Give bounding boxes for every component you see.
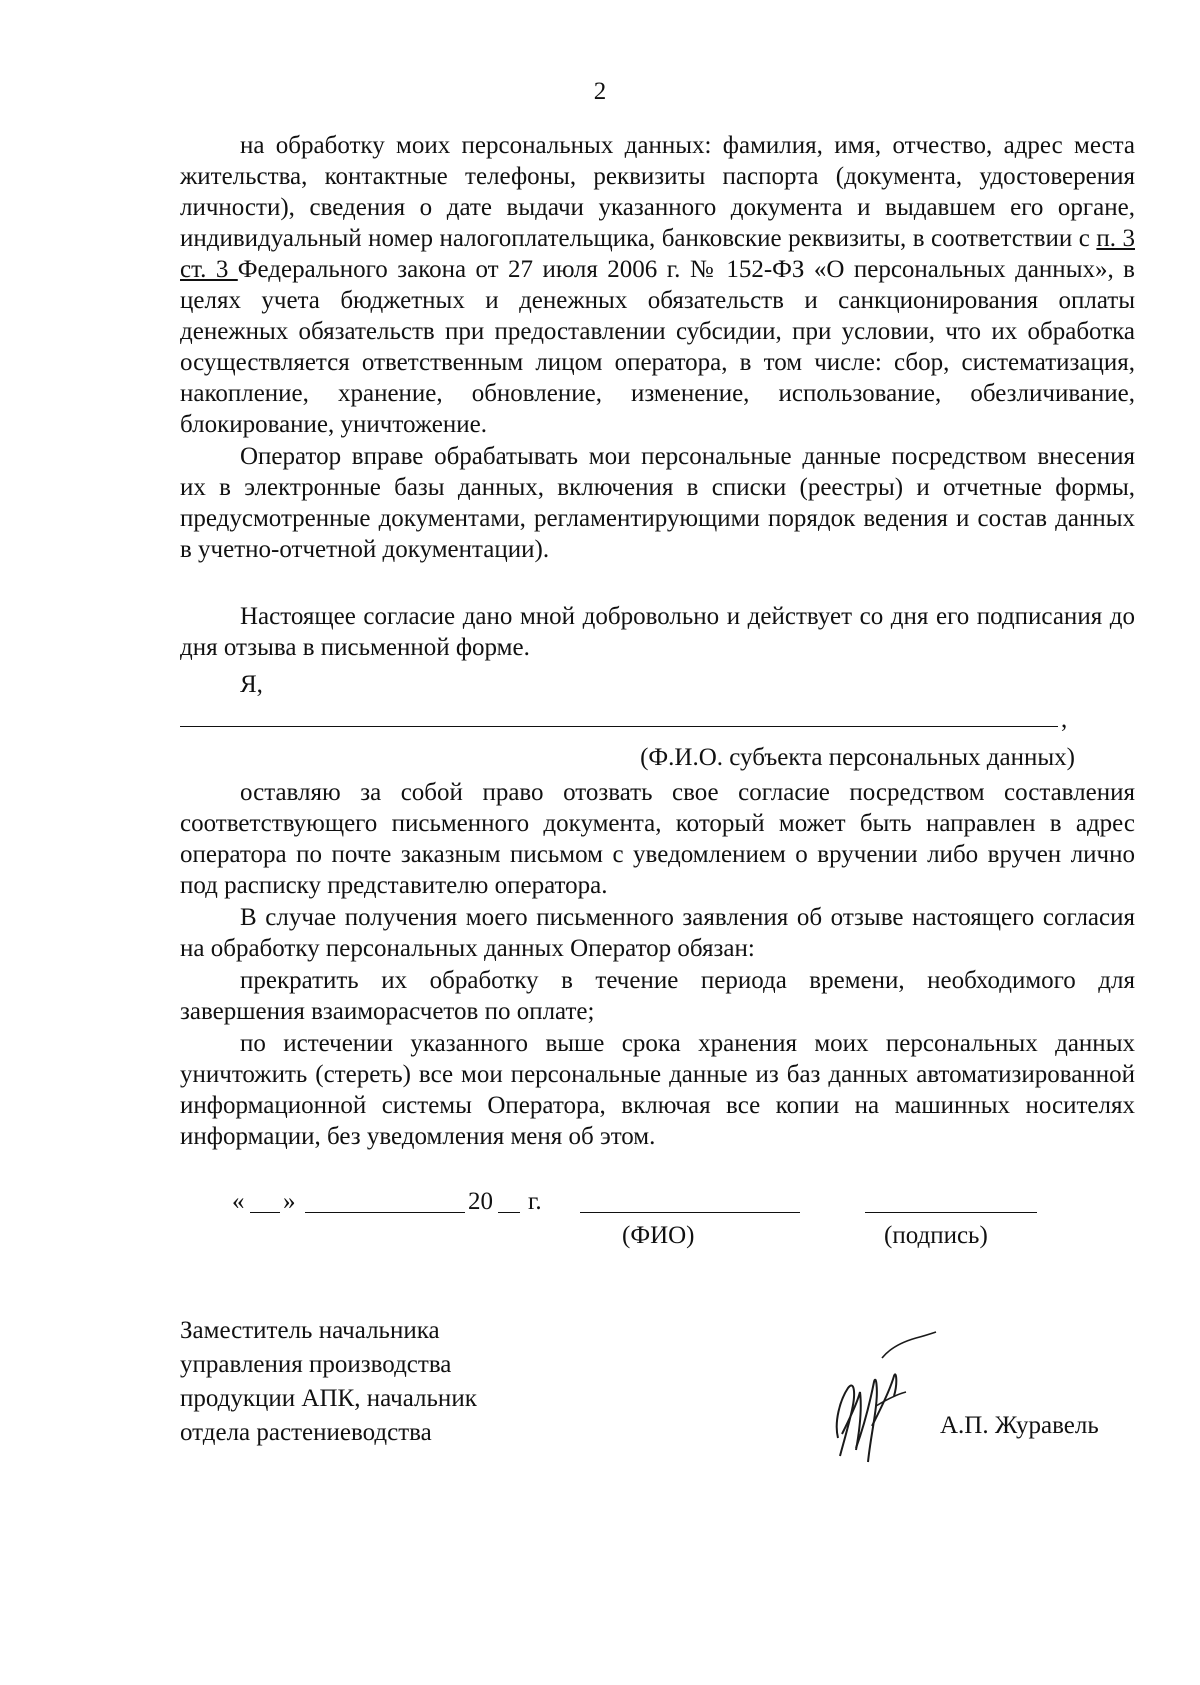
handwritten-signature: [820, 1330, 960, 1480]
date-open-quote: «: [232, 1188, 245, 1215]
paragraph-ya: Я,: [240, 671, 263, 698]
signer-title-line: продукции АПК, начальник: [180, 1385, 477, 1412]
paragraph-withdraw-case: В случае получения моего письменного заявления об отзыве настоящего согласия на обработку персональных данных Оператор обязан:: [180, 904, 1135, 962]
paragraph-destroy-data: по истечении указанного выше срока хранения моих персональных данных уничтожить (стереть) все мои персональные данные из баз данных автоматизированной информационной системы Оператора, включая все копии на машинных носителях информации, без уведомления меня об этом.: [180, 1030, 1135, 1150]
paragraph-consent-scope-tail: Федерального закона от 27 июля 2006 г. № 152-ФЗ «О персональных данных», в целях учета бюджетных и денежных обязательств и санкционирования оплаты денежных обязательств при предоставлении субсидии, при условии, что их обработка осуществляется ответственным лицом оператора, в том числе: сбор, систематизация, накопление, хранение, обновление, изменение, использование, обезличивание, блокирование, уничтожение.: [180, 256, 1135, 438]
date-close-quote: »: [283, 1188, 296, 1215]
signer-title-line: отдела растениеводства: [180, 1419, 432, 1446]
month-blank[interactable]: [305, 1212, 465, 1213]
fio-blank-line[interactable]: [180, 726, 1058, 727]
day-blank[interactable]: [250, 1212, 280, 1213]
paragraph-consent-scope-lead: на обработку моих персональных данных: фамилия, имя, отчество, адрес места жительства, контактные телефоны, реквизиты паспорта (документа, удостоверения личности), сведения о дате выдачи указанного документа и выдавшем его органе, индивидуальный номер налогоплательщика, банковские реквизиты, в соответствии с: [180, 132, 1135, 252]
signer-title-line: управления производства: [180, 1351, 452, 1378]
fio-caption: (Ф.И.О. субъекта персональных данных): [640, 744, 1075, 771]
paragraph-withdraw-right: оставляю за собой право отозвать свое согласие посредством составления соответствующего письменного документа, который может быть направлен в адрес оператора по почте заказным письмом с уведомлением о вручении либо вручен лично под расписку представителю оператора.: [180, 779, 1135, 899]
fio-caption-short: (ФИО): [622, 1222, 695, 1249]
paragraph-consent-scope: [180, 130, 1135, 440]
paragraph-voluntary-consent: Настоящее согласие дано мной добровольно и действует со дня его подписания до дня отзыва в письменной форме.: [180, 603, 1135, 661]
signer-title-line: Заместитель начальника: [180, 1317, 440, 1344]
page-number: 2: [593, 78, 607, 105]
signer-title: [180, 1314, 600, 1450]
year-blank[interactable]: [498, 1212, 520, 1213]
fio-comma: ,: [1061, 706, 1068, 733]
date-signature-row: [0, 1188, 1200, 1222]
fio-blank-row: [180, 706, 1135, 740]
year-suffix: г.: [528, 1188, 542, 1215]
year-prefix: 20: [468, 1188, 493, 1215]
signature-caption: (подпись): [884, 1222, 988, 1249]
paragraph-operator-rights: Оператор вправе обрабатывать мои персональные данные посредством внесения их в электронные базы данных, включения в списки (реестры) и отчетные формы, предусмотренные документами, регламентирующими порядок ведения и состав данных в учетно-отчетной документации).: [180, 443, 1135, 563]
paragraph-stop-processing: прекратить их обработку в течение периода времени, необходимого для завершения взаиморасчетов по оплате;: [180, 967, 1135, 1025]
signer-name: А.П. Журавель: [940, 1412, 1099, 1439]
fio-signature-blank[interactable]: [580, 1212, 800, 1213]
law-reference-link: п. 3 ст. 3: [180, 225, 1135, 283]
document-body: [180, 130, 1135, 1152]
signature-blank[interactable]: [865, 1212, 1037, 1213]
